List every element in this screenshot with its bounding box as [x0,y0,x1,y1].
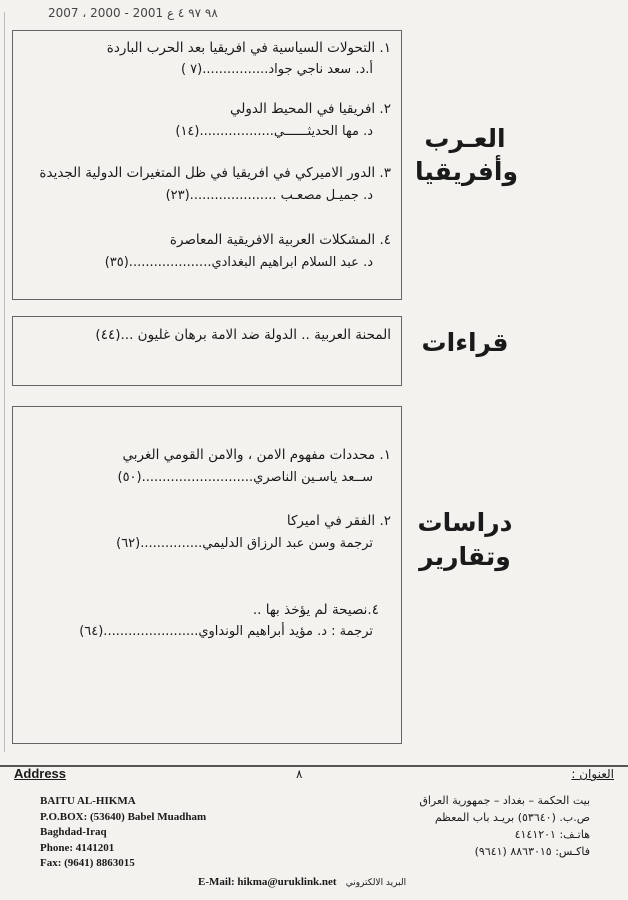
address-line: بيت الحكمة – بغداد – جمهورية العراق [419,794,590,807]
address-block-en [40,794,206,872]
article-author: د. عبد السلام ابراهيم البغدادي....................(٣٥) [104,255,373,270]
address-line: BAITU AL-HIKMA [40,795,136,807]
email-address[interactable]: E-Mail: hikma@uruklink.net [198,876,337,888]
article-title: ١. التحولات السياسية في افريقيا بعد الحرب الباردة [106,40,391,56]
review-line: المحنة العربية .. الدولة ضد الامة برهان غليون ...(٤٤) [95,327,391,343]
section-heading: وأفريقيا [415,157,519,186]
email-label-ar: البريد الالكتروني [345,878,407,888]
address-label-ar: العنوان : [571,767,614,781]
section-heading: العـرب [424,124,506,153]
footer-divider [0,765,628,767]
section-heading: وتقارير [419,542,511,571]
page-mark: ٨ [296,767,303,781]
address-line: ص.ب. (٥٣٦٤٠) بريـد باب المعظم [434,811,590,824]
article-title: ٢. افريقيا في المحيط الدولي [230,101,391,117]
article-author: أ.د. سعد ناجي جواد................(٧ ) [180,62,373,77]
article-title: ١. محددات مفهوم الامن ، والامن القومي الغربي [122,447,391,463]
scan-edge [4,12,5,752]
article-author: د. جميـل مصعـب .....................(٢٣) [165,188,373,203]
address-line: Phone: 4141201 [40,841,115,854]
article-author: د. مها الحديثــــــي..................(١٤) [175,124,373,139]
article-author: ترجمة : د. مؤيد أبراهيم الونداوي.......................(٦٤) [79,624,373,639]
article-author: ســعد ياسـين الناصري...........................(٥٠) [117,470,373,485]
article-author: ترجمة وسن عبد الرزاق الدليمي...............(٦٢) [116,536,373,551]
address-label-en: Address [14,766,67,781]
arab-africa-box [12,30,402,300]
address-line: Fax: (9641) 8863015 [40,857,135,869]
address-line: فاكـس: ٨٨٦٣٠١٥ (٩٦٤١) [474,845,590,858]
handwritten-note: ٩٨ ٩٧ ٤ ع 2001 - 2000 ، 2007 [48,6,218,20]
studies-box [12,406,402,744]
email-line [198,870,406,891]
address-line: هاتـف: ٤١٤١٢٠١ [514,828,590,841]
readings-box [12,316,402,386]
article-title: ٤.نصيحة لم يؤخذ بها .. [252,602,379,618]
address-block-ar [419,792,590,860]
article-title: ٣. الدور الاميركي في افريقيا في ظل المتغيرات الدولية الجديدة [39,165,391,181]
address-line: P.O.BOX: (53640) Babel Muadham [40,810,207,823]
section-heading: قراءات [421,328,509,357]
article-title: ٤. المشكلات العربية الافريقية المعاصرة [169,232,391,248]
article-title: ٢. الفقر في اميركا [286,513,391,529]
address-line: Baghdad-Iraq [40,826,107,838]
section-heading: دراسات [417,508,513,537]
